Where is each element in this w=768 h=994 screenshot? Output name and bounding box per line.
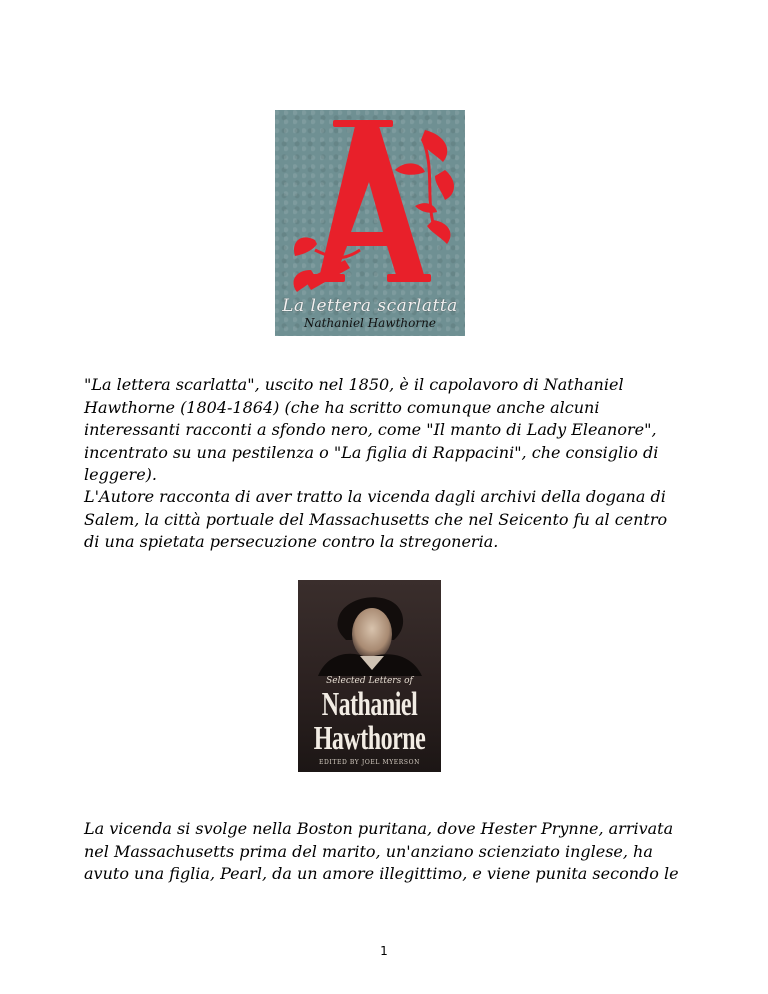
book-cover-la-lettera-scarlatta	[275, 110, 465, 336]
page-number: 1	[380, 944, 388, 958]
cover-subtitle: Selected Letters of	[326, 676, 413, 686]
paragraph-salem: L'Autore racconta di aver tratto la vicenda dagli archivi della dogana di Salem, la città portuale del Massachusetts che nel Seicento fu al centro di una spietata persecuzione contro la stregoneria.	[84, 487, 668, 551]
cover-name-first: Nathaniel	[321, 687, 418, 724]
cover-title: La lettera scarlatta	[282, 296, 458, 316]
paragraph-boston: La vicenda si svolge nella Boston puritana, dove Hester Prynne, arrivata nel Massachusetts prima del marito, un'anziano scienziato inglese, ha avuto una figlia, Pearl, da un amore illegittimo, e viene punita secondo le	[84, 819, 679, 883]
book-cover-selected-letters	[298, 580, 441, 772]
cover-editor: EDITED BY JOEL MYERSON	[319, 759, 420, 766]
cover-author: Nathaniel Hawthorne	[304, 316, 436, 330]
cover-name-last: Hawthorne	[313, 721, 426, 758]
paragraph-intro: "La lettera scarlatta", uscito nel 1850, è il capolavoro di Nathaniel Hawthorne (1804-1864) (che ha scritto comunque anche alcuni interessanti racconti a sfondo nero, come "Il manto di Lady Eleanore", incentrato su una pestilenza o "La figlia di Rappacini", che consiglio di leggere).	[84, 375, 659, 484]
